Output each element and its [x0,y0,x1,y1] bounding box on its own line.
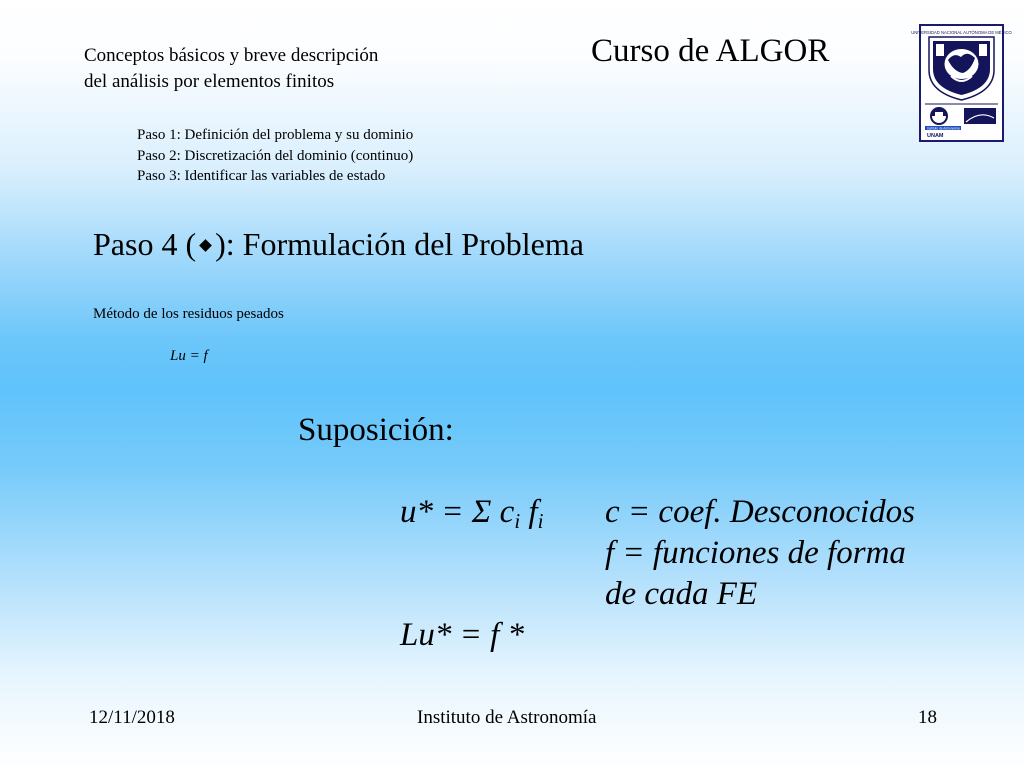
equation-expansion [400,494,543,534]
course-title: Curso de ALGOR [591,33,830,69]
logo-emblem [911,26,1012,140]
sigma-symbol: Σ [471,494,492,530]
definition-shape-functions: f = funciones de forma [605,535,906,571]
definition-coefficients: c = coef. Desconocidos [605,494,916,530]
page-number: 18 [918,707,937,728]
logo-text-top: UNIVERSIDAD NACIONAL AUTÓNOMA DE MÉXICO [911,30,1012,35]
eq1-subscript-i: i [514,509,521,533]
steps-list [137,125,413,187]
eq1-f: f [520,494,538,530]
slide-subtitle [84,43,378,95]
footer-institution: Instituto de Astronomía [417,707,597,728]
eq1-lhs: u* = [400,494,472,530]
subtitle-line-2: del análisis por elementos finitos [84,71,335,92]
subtitle-line-1: Conceptos básicos y breve descripción [84,45,379,66]
diamond-icon [199,239,212,252]
eq1-subscript-i-2: i [537,509,544,533]
method-label: Método de los residuos pesados [93,306,284,322]
equation-lu: Lu = f [170,348,208,364]
equation-residual: Lu* = f * [400,617,525,653]
unam-logo [911,24,1012,142]
step-2: Paso 2: Discretización del dominio (continuo) [137,147,414,164]
eq1-c: c [491,494,515,530]
definition-per-element: de cada FE [605,576,758,612]
section-heading [93,226,584,263]
logo-text-abbr: UNAM [927,133,944,139]
step-1: Paso 1: Definición del problema y su dominio [137,127,414,143]
logo-text-institute: Instituto de Astronomía [927,126,960,131]
heading-prefix: Paso 4 ( [93,226,197,262]
step-3: Paso 3: Identificar las variables de estado [137,168,386,184]
supposition-label: Suposición: [298,412,454,448]
heading-suffix: ): Formulación del Problema [215,226,584,262]
footer-date: 12/11/2018 [89,707,175,728]
